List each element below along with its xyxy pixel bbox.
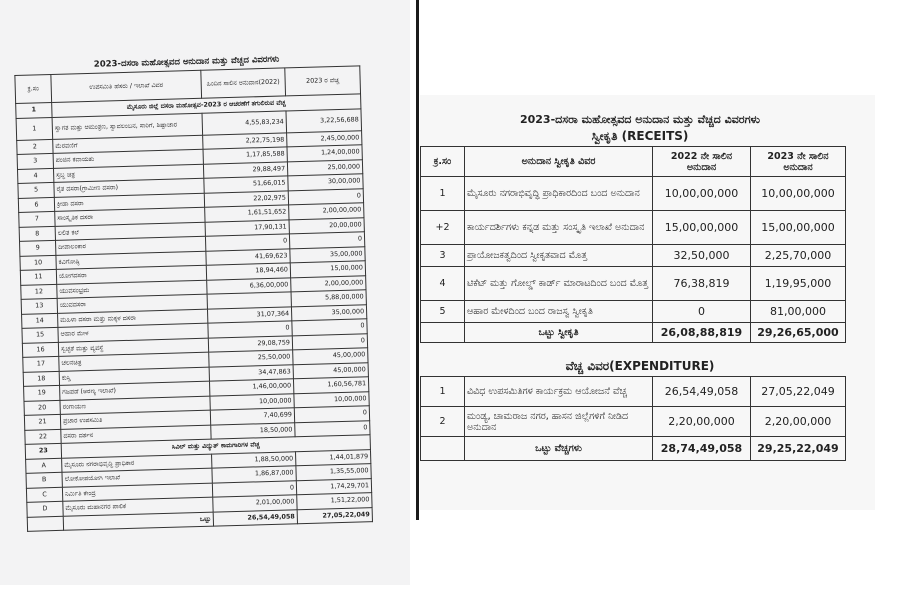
row-number: C [26, 487, 62, 502]
row-current-amount: 45,00,000 [293, 348, 368, 365]
row-current-amount: 45,00,000 [293, 362, 368, 379]
row-name: ಮೈಸೂರು ನಗರಾಭಿವೃದ್ಧಿ ಪ್ರಾಧಿಕಾರದಿಂದ ಬಂದ ಅನುದಾನ [465, 177, 653, 211]
row-prev-amount: 29,88,497 [203, 161, 287, 178]
left-header-sno: ಕ್ರ.ಸಂ [15, 74, 52, 103]
row-current-amount: 20,00,000 [289, 217, 364, 234]
row-current-amount: 35,00,000 [290, 246, 365, 263]
row-number: 11 [20, 269, 56, 284]
row-number: 13 [21, 298, 57, 313]
row-number: B [26, 472, 62, 487]
row-name: ಪಂಜಿನ ಕವಾಯತು [53, 149, 203, 168]
expenditure-heading: ವೆಚ್ಚ ವಿವರ(EXPENDITURE) [565, 359, 715, 373]
row-current-amount: 2,00,00,000 [289, 203, 364, 220]
left-table-body [16, 94, 373, 531]
row-current-amount: 15,00,000 [290, 261, 365, 278]
table-row [421, 377, 846, 407]
receipts-body [421, 177, 846, 343]
row-current-amount: 3,22,56,688 [286, 108, 362, 132]
right-document [420, 113, 860, 461]
row-name: ಮೈಸೂರು ಮಹಾನಗರ ಪಾಲಿಕೆ [63, 497, 213, 516]
row-number: 9 [20, 240, 56, 255]
right-header-prev: 2022 ನೇ ಸಾಲಿನ ಅನುದಾನ [653, 147, 751, 177]
row-prev-amount: 1,46,00,000 [209, 379, 293, 396]
row-current-amount: 0 [292, 333, 367, 350]
row-name: ಮೆರವಣಿಗೆ [53, 135, 203, 154]
row-current-amount: 15,00,00,000 [751, 211, 846, 245]
right-document-title: 2023-ದಸರಾ ಮಹೋತ್ಸವದ ಅನುದಾನ ಮತ್ತು ವೆಚ್ಚದ ವಿವರಗಳು [519, 113, 761, 126]
row-prev-amount: 34,47,863 [209, 364, 293, 381]
right-table-header-row [421, 147, 846, 177]
row-number: 14 [22, 313, 58, 328]
row-name: ವಿವಿಧ ಉಪಸಮಿತಿಗಳ ಕಾರ್ಯಕ್ರಮ ಆಯೋಜನೆ ವೆಚ್ಚ [465, 377, 653, 407]
row-number: 8 [19, 226, 55, 241]
row-current-amount: 2,25,70,000 [751, 245, 846, 267]
total-current-amount: 29,26,65,000 [751, 323, 846, 343]
row-current-amount: 27,05,22,049 [751, 377, 846, 407]
row-current-amount: 0 [295, 420, 370, 437]
row-prev-amount: 10,00,000 [210, 393, 294, 410]
row-name: ಪ್ರಚಾರ ಉಪಸಮಿತಿ [60, 410, 210, 429]
row-name: ಕವಿಗೋಷ್ಠಿ [56, 251, 206, 270]
total-label: ಒಟ್ಟು ಸ್ವೀಕೃತಿ [465, 323, 653, 343]
row-name: ಸ್ವಾಗತ ಮತ್ತು ಆಮಂತ್ರಣ, ಸ್ವಾವಲಂಬನ, ಸಾರಿಗೆ, ಶಿಷ್ಟಾಚಾರ [52, 113, 203, 139]
row-name: ರಂಗಾಯಣ [60, 396, 210, 415]
row-number: 19 [24, 385, 60, 400]
total-spacer [421, 323, 465, 343]
row-name: ಮಂಡ್ಯ, ಚಾಮರಾಜ ನಗರ, ಹಾಸನ ಜಿಲ್ಲೆಗಳಿಗೆ ನೀಡಿದ ಅನುದಾನ [465, 407, 653, 437]
total-spacer [421, 437, 465, 461]
total-current-amount: 29,25,22,049 [751, 437, 846, 461]
row-number: 1 [421, 377, 465, 407]
row-prev-amount: 2,20,00,000 [653, 407, 751, 437]
row-number: D [27, 501, 63, 516]
row-prev-amount: 15,00,00,000 [653, 211, 751, 245]
row-prev-amount: 1,88,50,000 [212, 451, 296, 468]
table-row [421, 301, 846, 323]
receipts-heading: ಸ್ವೀಕೃತಿ (RECEITS) [591, 129, 689, 143]
row-number: 12 [21, 284, 57, 299]
row-name: ಲಲಿತ ಕಲೆ [55, 222, 205, 241]
right-header-sno: ಕ್ರ.ಸಂ [421, 147, 465, 177]
table-row [421, 267, 846, 301]
row-name: ಮಹಿಳಾ ದಸರಾ ಮತ್ತು ಮಕ್ಕಳ ದಸರಾ [58, 309, 208, 328]
row-number: 2 [421, 407, 465, 437]
row-name: ಕುಸ್ತಿ [59, 367, 209, 386]
row-name: ಮೈಸೂರು ನಗರಾಭಿವೃದ್ಧಿ ಪ್ರಾಧಿಕಾರ [62, 454, 212, 473]
row-current-amount: 1,19,95,000 [751, 267, 846, 301]
row-current-amount: 0 [294, 406, 369, 423]
row-current-amount: 10,00,000 [294, 391, 369, 408]
row-number: 18 [23, 371, 59, 386]
row-prev-amount: 1,61,51,652 [205, 205, 289, 222]
row-prev-amount: 32,50,000 [653, 245, 751, 267]
row-number: 4 [17, 168, 53, 183]
row-name: ಕ್ರೀಡಾ ದಸರಾ [54, 193, 204, 212]
row-name: ಸ್ವಚ್ಛತೆ ಮತ್ತು ವ್ಯವಸ್ಥೆ [58, 338, 208, 357]
left-document-photo [0, 0, 410, 585]
row-current-amount: 25,00,000 [287, 159, 362, 176]
row-number: 5 [421, 301, 465, 323]
left-header-name: ಉಪಸಮಿತಿ ಹೆಸರು / ಇಲಾಖೆ ವಿವರ [51, 70, 202, 102]
row-current-amount: 2,45,00,000 [287, 130, 362, 147]
row-prev-amount: 17,90,131 [205, 219, 289, 236]
row-number: 3 [421, 245, 465, 267]
total-prev-amount: 26,54,49,058 [213, 509, 297, 526]
row-number: 3 [17, 153, 53, 168]
row-current-amount: 2,20,00,000 [751, 407, 846, 437]
total-label: ಒಟ್ಟು [63, 512, 213, 531]
row-current-amount: 1,51,22,000 [297, 493, 372, 510]
row-current-amount: 0 [289, 232, 364, 249]
row-number: 22 [25, 429, 61, 444]
row-prev-amount: 0 [653, 301, 751, 323]
row-prev-amount: 31,07,364 [207, 306, 291, 323]
row-prev-amount: 25,50,000 [209, 350, 293, 367]
row-current-amount: 5,88,00,000 [291, 290, 366, 307]
row-prev-amount: 0 [208, 321, 292, 338]
row-name: ಸ್ತಬ್ಧ ಚಿತ್ರ [53, 164, 203, 183]
row-name: ಗಜಪಡೆ (ಅರಣ್ಯ ಇಲಾಖೆ) [60, 381, 210, 400]
left-section-number: 1 [16, 102, 52, 117]
row-prev-amount: 76,38,819 [653, 267, 751, 301]
row-prev-amount: 6,36,00,000 [207, 277, 291, 294]
row-current-amount: 1,74,29,701 [296, 478, 371, 495]
row-name: ಸಾಂಸ್ಕೃತಿಕ ದಸರಾ [55, 207, 205, 226]
row-current-amount: 81,00,000 [751, 301, 846, 323]
row-name: ದಸರಾ ದರ್ಶನ [61, 425, 211, 444]
row-name: ರೈತ ದಸರಾ(ಗ್ರಾಮೀಣ ದಸರಾ) [54, 178, 204, 197]
left-section-title: ಸಿವಿಲ್ ಮತ್ತು ವಿದ್ಯುತ್ ಕಾಮಗಾರಿಗಳ ವೆಚ್ಚ [61, 435, 370, 458]
row-prev-amount: 0 [205, 234, 289, 251]
row-prev-amount: 26,54,49,058 [653, 377, 751, 407]
receipts-total-row [421, 323, 846, 343]
row-number: 5 [18, 182, 54, 197]
table-row [421, 407, 846, 437]
row-name: ನಿರ್ಮಿತಿ ಕೇಂದ್ರ [62, 483, 212, 502]
total-current-amount: 27,05,22,049 [297, 507, 372, 524]
right-header-cur: 2023 ನೇ ಸಾಲಿನ ಅನುದಾನ [751, 147, 846, 177]
left-header-cur: 2023 ರ ವೆಚ್ಚ [285, 66, 361, 96]
expenditure-total-row [421, 437, 846, 461]
table-row [421, 211, 846, 245]
row-number: 20 [24, 400, 60, 415]
row-name: ಕಾರ್ಯದರ್ಶಿಗಳು ಕನ್ನಡ ಮತ್ತು ಸಂಸ್ಕೃತಿ ಇಲಾಖೆ ಅನುದಾನ [465, 211, 653, 245]
row-number: 6 [18, 197, 54, 212]
row-number: 16 [22, 342, 58, 357]
row-number: 2 [17, 139, 53, 154]
row-current-amount: 0 [292, 319, 367, 336]
row-prev-amount: 10,00,00,000 [653, 177, 751, 211]
row-prev-amount: 0 [212, 480, 296, 497]
row-number: +2 [421, 211, 465, 245]
row-name: ಲೋಕೋಪಯೋಗಿ ಇಲಾಖೆ [62, 468, 212, 487]
row-prev-amount: 41,69,623 [206, 248, 290, 265]
left-section-number: 23 [25, 443, 61, 458]
table-row [421, 245, 846, 267]
row-current-amount: 10,00,00,000 [751, 177, 846, 211]
row-current-amount: 2,00,00,000 [291, 275, 366, 292]
left-expense-table [14, 65, 373, 531]
row-number: 4 [421, 267, 465, 301]
left-section-title: ಮೈಸೂರು ಜಿಲ್ಲೆ ದಸರಾ ಮಹೋತ್ಸವ-2023 ರ ಆಚರಣೆಗೆ ತಗುಲಿರುವ ವೆಚ್ಚ [52, 94, 361, 117]
row-number: 1 [16, 117, 53, 140]
row-number: 15 [22, 327, 58, 342]
row-prev-amount: 1,86,87,000 [212, 466, 296, 483]
row-name: ಆಹಾರ ಮೇಳದಿಂದ ಬಂದ ರಾಜಸ್ವ ಸ್ವೀಕೃತಿ [465, 301, 653, 323]
row-prev-amount: 2,22,75,198 [203, 132, 287, 149]
row-number: 7 [19, 211, 55, 226]
row-name: ಪ್ರಾಯೋಜಕತ್ವದಿಂದ ಸ್ವೀಕೃತವಾದ ಮೊತ್ತ [465, 245, 653, 267]
row-number: A [26, 458, 62, 473]
row-prev-amount: 22,02,975 [204, 190, 288, 207]
row-name: ಚಲನಚಿತ್ರ [59, 352, 209, 371]
row-prev-amount: 18,94,460 [206, 263, 290, 280]
row-name: ಯುವದಸರಾ [57, 294, 207, 313]
row-name: ಯೋಗದಸರಾ [56, 265, 206, 284]
row-current-amount: 30,00,000 [288, 174, 363, 191]
row-prev-amount: 2,01,00,000 [213, 495, 297, 512]
row-name: ದೀಪಾಲಂಕಾರ [55, 236, 205, 255]
left-header-prev: ಹಿಂದಿನ ಸಾಲಿನ ಅನುದಾನ(2022) [201, 68, 286, 98]
row-number: 21 [24, 414, 60, 429]
photo-divider [416, 0, 419, 520]
row-current-amount: 1,35,55,000 [296, 464, 371, 481]
row-prev-amount: 4,55,83,234 [202, 110, 287, 134]
row-number: 1 [421, 177, 465, 211]
total-prev-amount: 28,74,49,058 [653, 437, 751, 461]
row-name: ಟಿಕೆಟ್ ಮತ್ತು ಗೋಲ್ಡ್ ಕಾರ್ಡ್ ಮಾರಾಟದಿಂದ ಬಂದ ಮೊತ್ತ [465, 267, 653, 301]
row-prev-amount: 51,66,015 [204, 176, 288, 193]
row-prev-amount: 1,17,85,588 [203, 147, 287, 164]
row-name: ಆಹಾರ ಮೇಳ [58, 323, 208, 342]
total-label: ಒಟ್ಟು ವೆಚ್ಚಗಳು [465, 437, 653, 461]
row-current-amount: 1,60,56,781 [293, 377, 368, 394]
row-current-amount: 1,44,01,879 [295, 449, 370, 466]
table-row [421, 177, 846, 211]
right-receipts-table [420, 146, 846, 343]
left-document [14, 52, 372, 531]
row-number: 17 [23, 356, 59, 371]
right-document-photo [420, 95, 875, 510]
row-name: ಯುವಸಂಭ್ರಮ [57, 280, 207, 299]
row-prev-amount: 7,40,699 [210, 408, 294, 425]
row-current-amount: 0 [288, 188, 363, 205]
right-header-name: ಅನುದಾನ ಸ್ವೀಕೃತಿ ವಿವರ [465, 147, 653, 177]
total-spacer [27, 516, 63, 531]
row-current-amount: 35,00,000 [291, 304, 366, 321]
row-prev-amount: 18,50,000 [211, 422, 295, 439]
right-expenditure-table [420, 376, 846, 461]
left-document-title: 2023-ದಸರಾ ಮಹೋತ್ಸವದ ಅನುದಾನ ಮತ್ತು ವೆಚ್ಚದ ವಿವರಗಳು [93, 54, 280, 70]
row-number: 10 [20, 255, 56, 270]
row-current-amount: 1,24,00,000 [287, 145, 362, 162]
expenditure-body [421, 377, 846, 461]
total-prev-amount: 26,08,88,819 [653, 323, 751, 343]
row-prev-amount: 29,08,759 [208, 335, 292, 352]
